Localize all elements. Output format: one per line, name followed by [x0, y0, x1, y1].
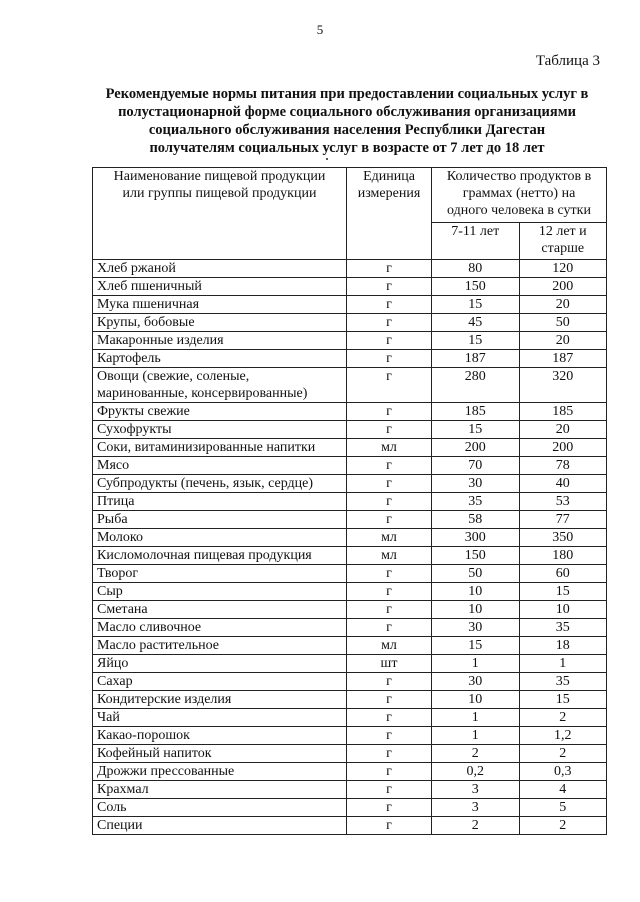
- value-7-11-cell: 1: [432, 709, 520, 727]
- value-12-plus-cell: 15: [519, 583, 607, 601]
- value-12-plus-cell: 350: [519, 529, 607, 547]
- value-12-plus-cell: 40: [519, 475, 607, 493]
- product-name-cell: Сахар: [93, 673, 347, 691]
- product-name-cell: Сухофрукты: [93, 421, 347, 439]
- unit-cell: г: [347, 619, 432, 637]
- value-7-11-cell: 300: [432, 529, 520, 547]
- table-row: [93, 781, 607, 799]
- unit-cell: г: [347, 457, 432, 475]
- value-7-11-cell: 200: [432, 439, 520, 457]
- unit-cell: г: [347, 817, 432, 835]
- table-row: [93, 314, 607, 332]
- value-12-plus-cell: 0,3: [519, 763, 607, 781]
- table-row: [93, 601, 607, 619]
- value-12-plus-cell: 120: [519, 260, 607, 278]
- table-row: [93, 439, 607, 457]
- value-12-plus-cell: 10: [519, 601, 607, 619]
- table-row: [93, 278, 607, 296]
- table-row: [93, 475, 607, 493]
- unit-cell: г: [347, 673, 432, 691]
- unit-cell: г: [347, 278, 432, 296]
- unit-cell: г: [347, 314, 432, 332]
- table-row: [93, 511, 607, 529]
- unit-cell: г: [347, 799, 432, 817]
- product-name-cell: Чай: [93, 709, 347, 727]
- table-row: [93, 637, 607, 655]
- table-row: [93, 745, 607, 763]
- product-name-cell: Дрожжи прессованные: [93, 763, 347, 781]
- product-name-cell: Соль: [93, 799, 347, 817]
- unit-cell: г: [347, 493, 432, 511]
- unit-cell: г: [347, 475, 432, 493]
- unit-cell: мл: [347, 637, 432, 655]
- product-name-cell: Птица: [93, 493, 347, 511]
- value-7-11-cell: 280: [432, 368, 520, 403]
- value-12-plus-cell: 200: [519, 439, 607, 457]
- value-7-11-cell: 0,2: [432, 763, 520, 781]
- unit-cell: г: [347, 565, 432, 583]
- product-name-cell: Яйцо: [93, 655, 347, 673]
- title-line: получателям социальных услуг в возрасте от 7 лет до 18 лет: [149, 140, 545, 156]
- table-row: [93, 619, 607, 637]
- table-row: [93, 565, 607, 583]
- product-name-cell: Какао-порошок: [93, 727, 347, 745]
- value-12-plus-cell: 53: [519, 493, 607, 511]
- unit-cell: г: [347, 421, 432, 439]
- title-line: Рекомендуемые нормы питания при предоставлении социальных услуг в: [105, 86, 589, 102]
- product-name-cell: Творог: [93, 565, 347, 583]
- header-age-12-plus: 12 лет и старше: [519, 223, 607, 260]
- value-7-11-cell: 3: [432, 799, 520, 817]
- value-12-plus-cell: 2: [519, 709, 607, 727]
- table-row: [93, 727, 607, 745]
- table-row: [93, 350, 607, 368]
- value-7-11-cell: 150: [432, 278, 520, 296]
- value-12-plus-cell: 187: [519, 350, 607, 368]
- product-name-cell: Макаронные изделия: [93, 332, 347, 350]
- table-header-row: [93, 168, 607, 223]
- value-12-plus-cell: 50: [519, 314, 607, 332]
- table-row: [93, 673, 607, 691]
- value-7-11-cell: 2: [432, 745, 520, 763]
- table-row: [93, 655, 607, 673]
- value-7-11-cell: 30: [432, 673, 520, 691]
- product-name-cell: Соки, витаминизированные напитки: [93, 439, 347, 457]
- header-age-7-11: 7-11 лет: [432, 223, 520, 260]
- value-7-11-cell: 80: [432, 260, 520, 278]
- unit-cell: г: [347, 368, 432, 403]
- table-label: Таблица 3: [535, 53, 600, 69]
- stray-mark: [326, 158, 328, 160]
- product-name-cell: Кофейный напиток: [93, 745, 347, 763]
- value-7-11-cell: 58: [432, 511, 520, 529]
- table-row: [93, 709, 607, 727]
- unit-cell: г: [347, 745, 432, 763]
- product-name-cell: Сметана: [93, 601, 347, 619]
- unit-cell: мл: [347, 439, 432, 457]
- value-7-11-cell: 15: [432, 332, 520, 350]
- unit-cell: мл: [347, 529, 432, 547]
- product-name-cell: Молоко: [93, 529, 347, 547]
- unit-cell: г: [347, 511, 432, 529]
- product-name-cell: Субпродукты (печень, язык, сердце): [93, 475, 347, 493]
- unit-cell: г: [347, 727, 432, 745]
- value-12-plus-cell: 5: [519, 799, 607, 817]
- table-row: [93, 403, 607, 421]
- value-7-11-cell: 70: [432, 457, 520, 475]
- value-12-plus-cell: 15: [519, 691, 607, 709]
- unit-cell: г: [347, 691, 432, 709]
- unit-cell: г: [347, 583, 432, 601]
- product-name-cell: Овощи (свежие, соленые, маринованные, консервированные): [93, 368, 347, 403]
- value-12-plus-cell: 185: [519, 403, 607, 421]
- value-12-plus-cell: 2: [519, 745, 607, 763]
- table-row: [93, 260, 607, 278]
- table-row: [93, 799, 607, 817]
- value-12-plus-cell: 77: [519, 511, 607, 529]
- product-name-cell: Крахмал: [93, 781, 347, 799]
- unit-cell: г: [347, 332, 432, 350]
- table-row: [93, 296, 607, 314]
- nutrition-norms-table: [92, 167, 607, 835]
- value-7-11-cell: 30: [432, 475, 520, 493]
- product-name-cell: Кисломолочная пищевая продукция: [93, 547, 347, 565]
- value-12-plus-cell: 180: [519, 547, 607, 565]
- value-7-11-cell: 2: [432, 817, 520, 835]
- value-12-plus-cell: 20: [519, 296, 607, 314]
- product-name-cell: Мука пшеничная: [93, 296, 347, 314]
- title-line: социального обслуживания населения Республики Дагестан: [148, 122, 546, 138]
- value-7-11-cell: 15: [432, 637, 520, 655]
- value-7-11-cell: 50: [432, 565, 520, 583]
- table-row: [93, 817, 607, 835]
- product-name-cell: Хлеб пшеничный: [93, 278, 347, 296]
- table-row: [93, 421, 607, 439]
- value-12-plus-cell: 1,2: [519, 727, 607, 745]
- value-12-plus-cell: 20: [519, 421, 607, 439]
- value-7-11-cell: 187: [432, 350, 520, 368]
- product-name-cell: Рыба: [93, 511, 347, 529]
- value-12-plus-cell: 4: [519, 781, 607, 799]
- product-name-cell: Хлеб ржаной: [93, 260, 347, 278]
- product-name-cell: Картофель: [93, 350, 347, 368]
- value-7-11-cell: 1: [432, 655, 520, 673]
- value-7-11-cell: 10: [432, 601, 520, 619]
- product-name-cell: Специи: [93, 817, 347, 835]
- unit-cell: г: [347, 709, 432, 727]
- value-7-11-cell: 10: [432, 691, 520, 709]
- header-quantity: Количество продуктов в граммах (нетто) на одного человека в сутки: [432, 168, 607, 223]
- title-line: полустационарной форме социального обслуживания организациями: [118, 104, 576, 120]
- value-12-plus-cell: 320: [519, 368, 607, 403]
- value-7-11-cell: 15: [432, 296, 520, 314]
- product-name-cell: Масло растительное: [93, 637, 347, 655]
- unit-cell: г: [347, 260, 432, 278]
- table-row: [93, 691, 607, 709]
- value-7-11-cell: 1: [432, 727, 520, 745]
- value-12-plus-cell: 35: [519, 673, 607, 691]
- value-12-plus-cell: 200: [519, 278, 607, 296]
- value-12-plus-cell: 78: [519, 457, 607, 475]
- header-product-name: Наименование пищевой продукции или группы пищевой продукции: [93, 168, 347, 260]
- value-12-plus-cell: 18: [519, 637, 607, 655]
- value-7-11-cell: 3: [432, 781, 520, 799]
- page-number: 5: [316, 22, 324, 37]
- product-name-cell: Кондитерские изделия: [93, 691, 347, 709]
- value-7-11-cell: 45: [432, 314, 520, 332]
- table-row: [93, 368, 607, 403]
- table-row: [93, 763, 607, 781]
- value-7-11-cell: 10: [432, 583, 520, 601]
- unit-cell: г: [347, 403, 432, 421]
- value-7-11-cell: 150: [432, 547, 520, 565]
- product-name-cell: Масло сливочное: [93, 619, 347, 637]
- value-12-plus-cell: 60: [519, 565, 607, 583]
- value-12-plus-cell: 35: [519, 619, 607, 637]
- unit-cell: г: [347, 781, 432, 799]
- value-12-plus-cell: 2: [519, 817, 607, 835]
- table-row: [93, 332, 607, 350]
- product-name-cell: Крупы, бобовые: [93, 314, 347, 332]
- value-12-plus-cell: 1: [519, 655, 607, 673]
- product-name-cell: Сыр: [93, 583, 347, 601]
- unit-cell: мл: [347, 547, 432, 565]
- value-12-plus-cell: 20: [519, 332, 607, 350]
- unit-cell: г: [347, 601, 432, 619]
- table-row: [93, 493, 607, 511]
- product-name-cell: Мясо: [93, 457, 347, 475]
- table-row: [93, 547, 607, 565]
- unit-cell: г: [347, 350, 432, 368]
- product-name-cell: Фрукты свежие: [93, 403, 347, 421]
- table-row: [93, 457, 607, 475]
- header-unit: Единица измерения: [347, 168, 432, 260]
- value-7-11-cell: 35: [432, 493, 520, 511]
- unit-cell: г: [347, 763, 432, 781]
- value-7-11-cell: 30: [432, 619, 520, 637]
- value-7-11-cell: 185: [432, 403, 520, 421]
- table-row: [93, 529, 607, 547]
- table-row: [93, 583, 607, 601]
- document-title: [92, 85, 602, 157]
- value-7-11-cell: 15: [432, 421, 520, 439]
- unit-cell: шт: [347, 655, 432, 673]
- unit-cell: г: [347, 296, 432, 314]
